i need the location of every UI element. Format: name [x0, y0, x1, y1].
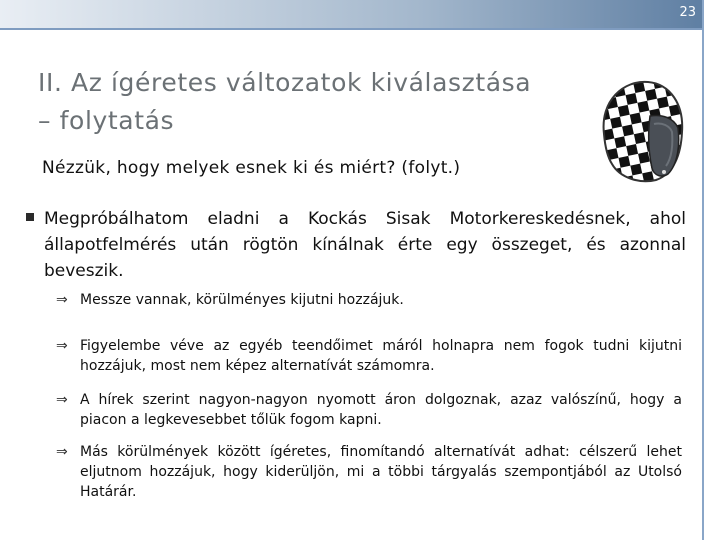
sub-bullet-text: Messze vannak, körülményes kijutni hozzájuk.: [80, 292, 404, 308]
main-bullet: [26, 206, 686, 284]
sub-bullet-text: Figyelembe véve az egyéb teendőimet máról holnapra nem fogok tudni kijutni hozzájuk, most nem képez alternatívát számomra.: [80, 338, 682, 374]
sub-bullet-text: Más körülmények között ígéretes, finomítandó alternatívát adhat: célszerű lehet eljutnom hozzájuk, hogy kiderüljön, mi a többi tárgyalás szempontjából az Utolsó Határár.: [80, 444, 682, 500]
double-arrow-icon: ⇒: [56, 392, 68, 408]
slide-number: 23: [679, 5, 696, 20]
double-arrow-icon: ⇒: [56, 292, 68, 308]
title-line-2: – folytatás: [38, 106, 175, 135]
square-bullet-icon: [26, 213, 34, 221]
double-arrow-icon: ⇒: [56, 338, 68, 354]
slide-subtitle: Nézzük, hogy melyek esnek ki és miért? (folyt.): [42, 158, 461, 178]
right-border: [702, 0, 704, 540]
checkered-helmet-icon: [590, 72, 690, 192]
sub-bullet: [56, 442, 682, 502]
sub-bullet-text: A hírek szerint nagyon-nagyon nyomott áron dolgoznak, azaz valószínű, hogy a piacon a legkevesebbet tőlük fogom kapni.: [80, 392, 682, 428]
header-divider: [0, 28, 702, 30]
sub-bullet: [56, 390, 682, 430]
main-bullet-text: Megpróbálhatom eladni a Kockás Sisak Motorkereskedésnek, ahol állapotfelmérés után rögtön kínálnak érte egy összeget, és azonnal beveszik.: [44, 209, 686, 281]
slide-title: [38, 64, 608, 140]
sub-bullet: [56, 336, 682, 376]
sub-bullet: [56, 290, 682, 310]
header-bar: [0, 0, 702, 28]
title-line-1: II. Az ígéretes változatok kiválasztása: [38, 68, 532, 97]
double-arrow-icon: ⇒: [56, 444, 68, 460]
